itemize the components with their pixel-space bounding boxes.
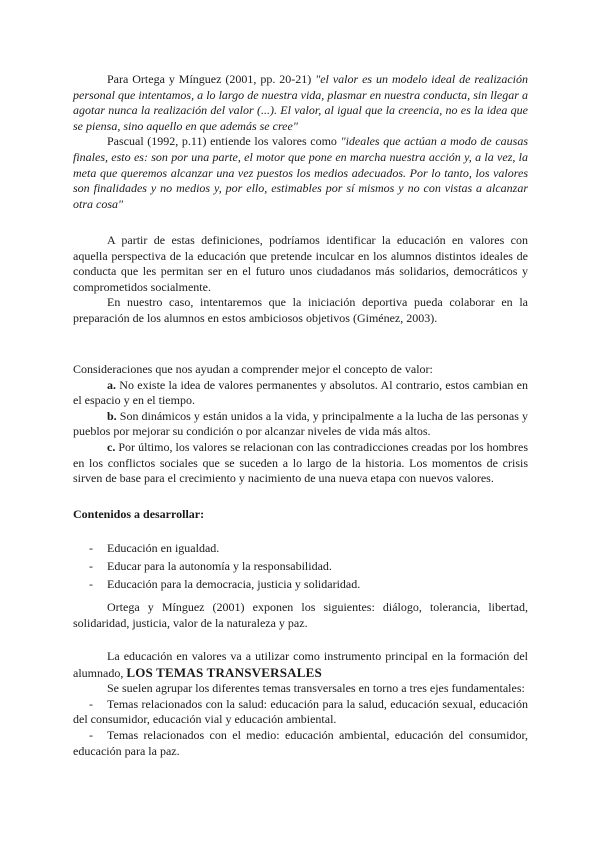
consideration-letter: a. — [107, 377, 116, 392]
list-item-text: Educar para la autonomía y la responsabilidad. — [107, 558, 332, 573]
considerations-section — [73, 362, 528, 487]
list-item — [73, 557, 528, 575]
paragraph-our-case: En nuestro caso, intentaremos que la iniciación deportiva pueda colaborar en la preparación de los alumnos en estos ambiciosos objetivos (Giménez, 2003). — [73, 295, 528, 325]
transversal-text: La educación en valores va a utilizar como instrumento principal en la formación del alumnado, — [73, 649, 528, 680]
dash-marker: - — [89, 576, 93, 591]
transversal-title: LOS TEMAS TRANSVERSALES — [126, 664, 322, 680]
consideration-text: Por último, los valores se relacionan con las contradicciones creadas por los hombres en los conflictos sociales que se suceden a lo largo de la historia. Los momentos de crisis sirven de base para el crecimiento y nacimiento de una nueva etapa con nuevos valores. — [73, 439, 528, 486]
axis-item — [73, 697, 528, 728]
consideration-item — [73, 440, 528, 487]
consideration-item — [73, 409, 528, 440]
axis-item-text: Temas relacionados con la salud: educación para la salud, educación sexual, educación del consumidor, educación vial y educación ambiental. — [73, 696, 528, 727]
paragraph-definitions: A partir de estas definiciones, podríamos identificar la educación en valores con aquella perspectiva de la educación que pretende inculcar en los alumnos distintos ideales de conducta que les permitan ser en el futuro unos ciudadanos más solidarios, democráticos y comprometidos socialmente. — [73, 233, 528, 294]
considerations-intro: Consideraciones que nos ayudan a comprender mejor el concepto de valor: — [73, 362, 433, 376]
paragraph-ortega-minguez — [73, 72, 528, 134]
list-item-text: Educación en igualdad. — [107, 540, 220, 555]
dash-marker: - — [89, 727, 93, 742]
axis-item-text: Temas relacionados con el medio: educación ambiental, educación del consumidor, educación para la paz. — [73, 727, 528, 758]
quote-ortega-minguez — [73, 72, 528, 212]
consideration-text: Son dinámicos y están unidos a la vida, y principalmente a la lucha de las personas y pueblos por mejorar su condición o por alcanzar niveles de vida más altos. — [73, 408, 528, 439]
definitions-section — [73, 233, 528, 327]
paragraph-axes-intro: Se suelen agrupar los diferentes temas transversales en torno a tres ejes fundamentales: — [107, 681, 525, 696]
citation-intro: Pascual (1992, p.11) entiende los valores como — [107, 134, 341, 149]
contents-heading: Contenidos a desarrollar: — [73, 507, 205, 521]
contents-list — [73, 539, 528, 593]
paragraph-pascual — [73, 134, 528, 212]
dash-marker: - — [89, 696, 93, 711]
list-item-text: Educación para la democracia, justicia y solidaridad. — [107, 576, 361, 591]
citation-quote: "el valor es un modelo ideal de realización personal que intentamos, a lo largo de nuestra vida, plasmar en nuestra conducta, sin llegar a agotar nunca la realización del valor (...). El valor, al igual que la creencia, no es la idea que se piensa, sino aquello en que además se cree" — [73, 72, 528, 133]
consideration-text: No existe la idea de valores permanentes y absolutos. Al contrario, estos cambian en el espacio y en el tiempo. — [73, 377, 528, 408]
consideration-item — [73, 378, 528, 409]
values-list-section — [73, 600, 528, 631]
consideration-letter: c. — [107, 439, 116, 454]
citation-intro: Para Ortega y Mínguez (2001, pp. 20-21) — [107, 72, 316, 86]
dash-marker: - — [89, 540, 93, 555]
transversal-section — [73, 649, 528, 759]
paragraph-transversal — [73, 649, 528, 681]
dash-marker: - — [89, 558, 93, 573]
axis-item — [73, 728, 528, 759]
citation-quote: "ideales que actúan a modo de causas finales, esto es: son por una parte, el motor que pone en marcha nuestra acción y, a la vez, la meta que queremos alcanzar una vez puestos los medios adecuados. Por lo tanto, los valores son finalidades y no medios y, por ello, estimables por sí mismos y no con vistas a alcanzar otra cosa" — [73, 134, 528, 211]
list-item — [73, 575, 528, 593]
list-item — [73, 539, 528, 557]
paragraph-values-list: Ortega y Mínguez (2001) exponen los siguientes: diálogo, tolerancia, libertad, solidaridad, justicia, valor de la naturaleza y paz. — [73, 600, 528, 630]
consideration-letter: b. — [107, 408, 117, 423]
contents-section — [73, 507, 528, 593]
